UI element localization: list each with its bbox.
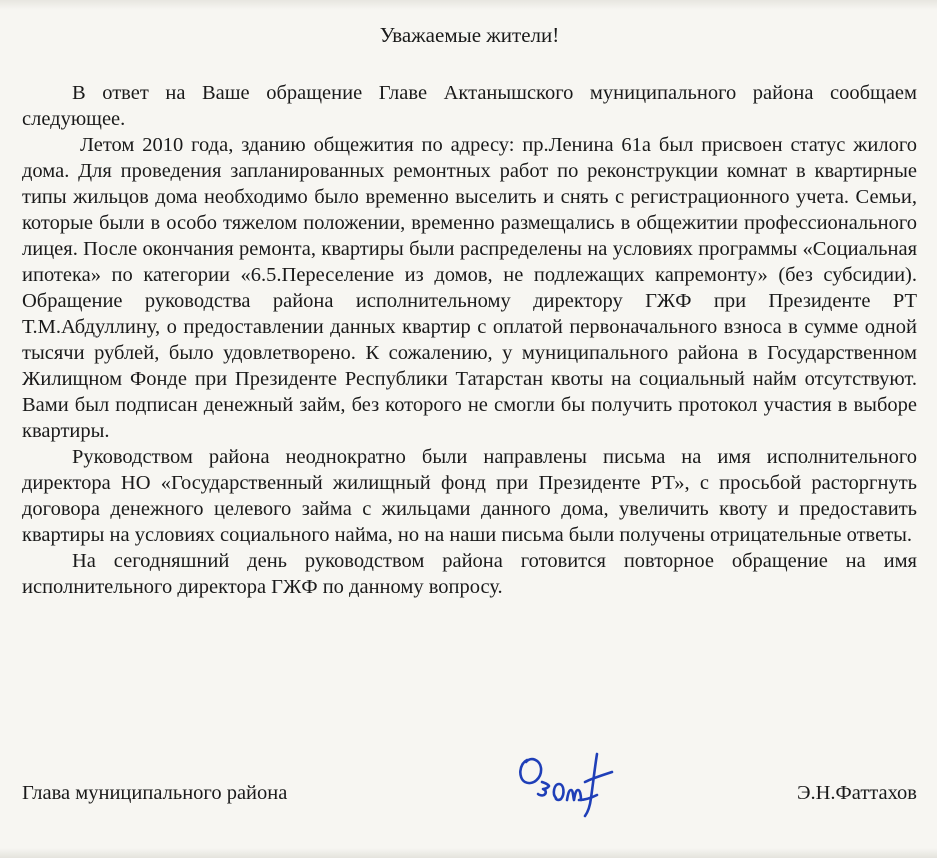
signatory-name: Э.Н.Фаттахов	[796, 782, 917, 804]
paragraph-letters-sent: Руководством района неоднократно были направлены письма на имя исполнительного директора НО «Государственный жилищный фонд при Президенте РТ», с просьбой расторгнуть договора денежного целевого займа с жильцами данного дома, увеличить квоту и предоставить квартиры на условиях социального найма, но на наши письма были получены отрицательные ответы.	[22, 446, 917, 546]
signature-strokes	[520, 754, 612, 816]
letter-greeting: Уважаемые жители!	[379, 23, 560, 47]
signatory-title: Глава муниципального района	[22, 782, 288, 804]
scan-bottom-edge	[0, 848, 937, 858]
scan-top-edge	[0, 0, 937, 10]
paragraph-details: Летом 2010 года, зданию общежития по адресу: пр.Ленина 61а был присвоен статус жилого дома. Для проведения запланированных ремонтных работ по реконструкции комнат в квартирные типы жильцов дома необходимо было временно выселить и снять с регистрационного учета. Семьи, которые были в особо тяжелом положении, временно размещались в общежитии профессионального лицея. После окончания ремонта, квартиры были распределены на условиях программы «Социальная ипотека» по категории «6.5.Переселение из домов, не подлежащих капремонту» (без субсидии). Обращение руководства района исполнительному директору ГЖФ при Президенте РТ Т.М.Абдуллину, о предоставлении данных квартир с оплатой первоначального взноса в сумме одной тысячи рублей, было удовлетворено. К сожалению, у муниципального района в Государственном Жилищном Фонде при Президенте Республики Татарстан квоты на социальный найм отсутствуют. Вами был подписан денежный займ, без которого не смогли бы получить протокол участия в выборе квартиры.	[22, 134, 917, 442]
handwritten-signature	[515, 748, 630, 820]
paragraph-current-status: На сегодняшний день руководством района готовится повторное обращение на имя исполнительного директора ГЖФ по данному вопросу.	[22, 550, 917, 598]
letter-body	[22, 80, 917, 600]
paragraph-intro: В ответ на Ваше обращение Главе Актанышского муниципального района сообщаем следующее.	[22, 82, 917, 130]
signature-block	[22, 778, 917, 808]
